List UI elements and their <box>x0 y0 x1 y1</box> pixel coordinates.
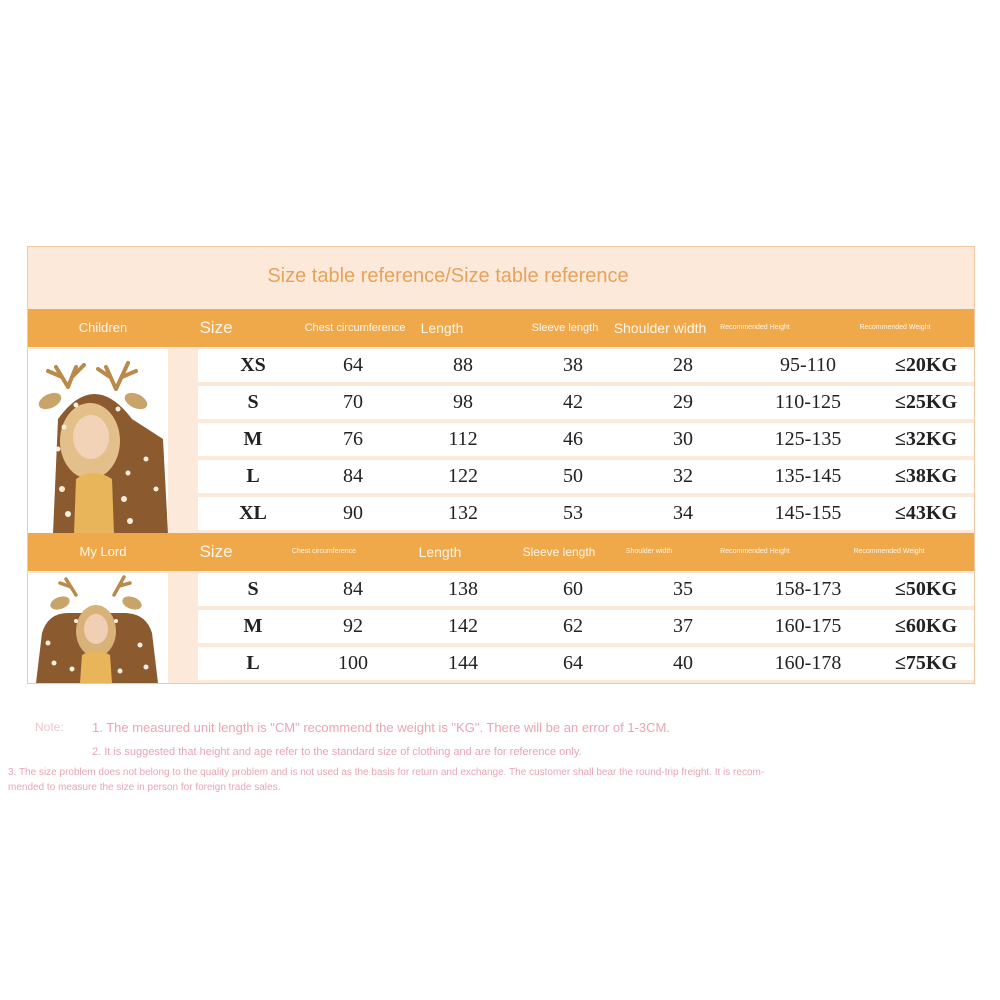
cell-length: 138 <box>448 578 478 600</box>
cell-height: 160-178 <box>774 652 842 674</box>
note-line-3-continued: mended to measure the size in person for foreign trade sales. <box>8 782 281 793</box>
header-chest: Chest circumference <box>291 548 357 555</box>
header-sleeve: Sleeve length <box>531 322 599 334</box>
cell-shoulder: 34 <box>673 502 693 524</box>
cell-chest: 90 <box>343 502 363 524</box>
header-shoulder: Shoulder width <box>613 320 707 336</box>
adults-header-row <box>28 533 974 571</box>
cell-chest: 84 <box>343 465 363 487</box>
cell-chest: 70 <box>343 391 363 413</box>
header-shoulder: Shoulder width <box>625 548 673 555</box>
cell-sleeve: 53 <box>563 502 583 524</box>
cell-size: S <box>247 391 259 413</box>
cell-sleeve: 62 <box>563 615 583 637</box>
cell-size: M <box>243 428 263 450</box>
note-line-1: 1. The measured unit length is "CM" recommend the weight is "KG". There will be an error of 1-3CM. <box>92 720 670 735</box>
table-row <box>198 386 974 419</box>
table-title: Size table reference/Size table reference <box>267 265 629 287</box>
cell-size: L <box>246 465 260 487</box>
cell-sleeve: 64 <box>563 652 583 674</box>
cell-shoulder: 29 <box>673 391 693 413</box>
table-row <box>198 647 974 680</box>
cell-length: 98 <box>453 391 473 413</box>
table-row <box>198 497 974 530</box>
cell-length: 144 <box>448 652 478 674</box>
note-line-2: 2. It is suggested that height and age refer to the standard size of clothing and are for reference only. <box>92 746 582 758</box>
cell-sleeve: 60 <box>563 578 583 600</box>
cell-length: 112 <box>448 428 478 450</box>
cell-weight: ≤50KG <box>894 578 958 600</box>
cell-weight: ≤25KG <box>894 391 958 413</box>
cell-size: L <box>246 652 260 674</box>
header-size: Size <box>199 318 233 337</box>
header-weight: Recommended Weight <box>859 324 931 331</box>
cell-height: 160-175 <box>774 615 842 637</box>
cell-shoulder: 37 <box>673 615 693 637</box>
cell-height: 158-173 <box>774 578 842 600</box>
header-sleeve: Sleeve length <box>522 545 596 559</box>
table-row <box>198 573 974 606</box>
cell-sleeve: 50 <box>563 465 583 487</box>
cell-chest: 100 <box>338 652 368 674</box>
cell-height: 125-135 <box>774 428 842 450</box>
table-row <box>198 349 974 382</box>
adult-deer-costume-photo <box>28 573 168 683</box>
cell-length: 88 <box>453 354 473 376</box>
cell-height: 95-110 <box>780 354 836 376</box>
cell-weight: ≤20KG <box>894 354 958 376</box>
cell-height: 145-155 <box>774 502 842 524</box>
table-row <box>198 423 974 456</box>
cell-size: S <box>247 578 259 600</box>
cell-height: 135-145 <box>774 465 842 487</box>
cell-shoulder: 28 <box>673 354 693 376</box>
cell-sleeve: 42 <box>563 391 583 413</box>
child-deer-costume-photo <box>28 349 168 534</box>
cell-shoulder: 32 <box>673 465 693 487</box>
cell-weight: ≤60KG <box>894 615 958 637</box>
header-height: Recommended Height <box>720 548 790 555</box>
cell-size: XS <box>240 354 266 376</box>
cell-weight: ≤43KG <box>894 502 958 524</box>
header-size: Size <box>199 542 233 561</box>
cell-chest: 76 <box>343 428 363 450</box>
cell-chest: 92 <box>343 615 363 637</box>
size-table <box>27 246 975 684</box>
note-line-3: 3. The size problem does not belong to the quality problem and is not used as the basis for return and exchange. The customer shall bear the round-trip freight. It is recom- <box>8 767 765 778</box>
cell-shoulder: 40 <box>673 652 693 674</box>
table-row <box>198 610 974 643</box>
header-length: Length <box>420 320 464 336</box>
table-row <box>198 460 974 493</box>
cell-sleeve: 46 <box>563 428 583 450</box>
header-height: Recommended Height <box>720 324 790 331</box>
cell-height: 110-125 <box>775 391 841 413</box>
cell-chest: 64 <box>343 354 363 376</box>
cell-length: 122 <box>448 465 478 487</box>
cell-sleeve: 38 <box>563 354 583 376</box>
cell-shoulder: 30 <box>673 428 693 450</box>
cell-weight: ≤75KG <box>894 652 958 674</box>
header-weight: Recommended Weight <box>853 548 925 555</box>
cell-length: 132 <box>448 502 478 524</box>
cell-shoulder: 35 <box>673 578 693 600</box>
cell-weight: ≤38KG <box>894 465 958 487</box>
cell-chest: 84 <box>343 578 363 600</box>
cell-length: 142 <box>448 615 478 637</box>
cell-size: M <box>243 615 263 637</box>
children-group-label: Children <box>78 320 128 335</box>
adults-group-label: My Lord <box>79 544 127 559</box>
note-label: Note: <box>35 720 64 734</box>
cell-weight: ≤32KG <box>894 428 958 450</box>
cell-size: XL <box>239 502 267 524</box>
header-chest: Chest circumference <box>304 322 406 334</box>
header-length: Length <box>418 544 462 560</box>
children-header-row <box>28 309 974 347</box>
